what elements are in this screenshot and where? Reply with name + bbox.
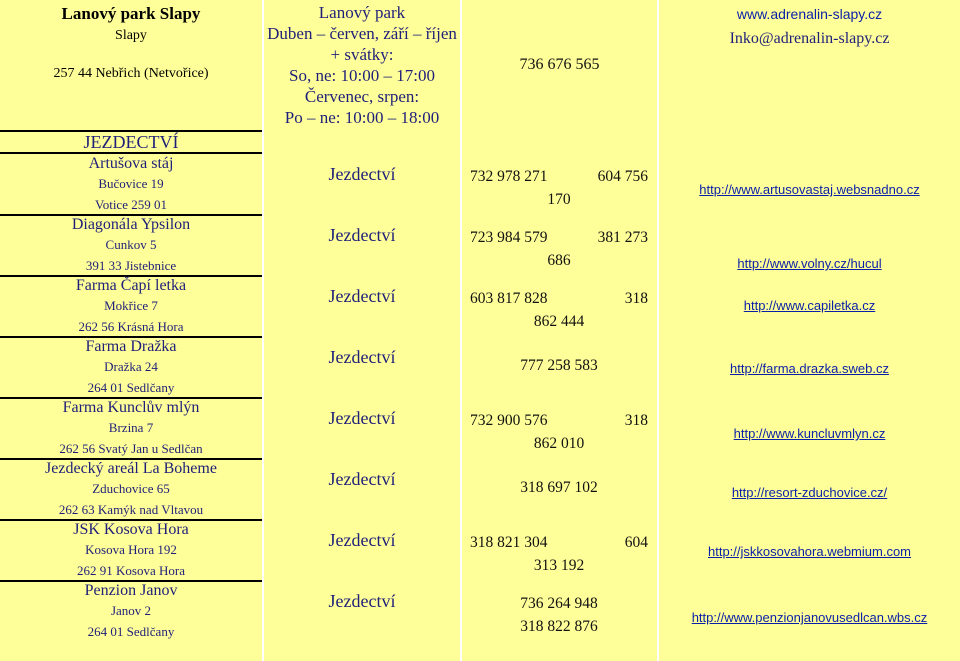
phone-line (470, 355, 648, 376)
phone-line (470, 227, 648, 248)
facility-block (0, 276, 262, 337)
facility-street: Brzina 7 (108, 420, 154, 435)
phone-line (470, 166, 648, 187)
phone-secondary: 318 (624, 290, 648, 307)
park-phone: 736 676 565 (519, 56, 600, 73)
facility-name: Artušova stáj (88, 155, 174, 172)
facility-street: Mokřice 7 (104, 298, 158, 313)
phone-line (470, 477, 648, 498)
facility-street: Kosova Hora 192 (85, 542, 177, 557)
activity-label: Jezdectví (328, 408, 396, 428)
website-link[interactable]: http://www.penzionjanovusedlcan.wbs.cz (691, 610, 928, 625)
phone-block (470, 532, 648, 576)
phone-secondary: 604 (624, 534, 648, 551)
activity-label: Jezdectví (328, 164, 396, 184)
phone-block (470, 166, 648, 210)
park-contact (659, 6, 960, 48)
phone-continued: 318 822 876 (520, 618, 598, 635)
facility-block (0, 215, 262, 276)
website-link[interactable]: http://farma.drazka.sweb.cz (730, 361, 889, 376)
phone-continued: 686 (547, 252, 571, 269)
website-link[interactable]: http://resort-zduchovice.cz/ (731, 485, 888, 500)
phone-continued: 862 010 (533, 435, 585, 452)
facility-city: 262 56 Svatý Jan u Sedlčan (59, 441, 203, 456)
facility-city: 262 63 Kamýk nad Vltavou (58, 502, 204, 517)
facility-block (0, 581, 262, 642)
phone-block (470, 410, 648, 454)
facility-city: 262 56 Krásná Hora (78, 319, 184, 334)
facility-block (0, 398, 262, 459)
phone-continued: 313 192 (533, 557, 585, 574)
facility-block (0, 459, 262, 520)
phone-block (470, 477, 648, 498)
hours-line-1: Duben – červen, září – říjen (267, 24, 457, 43)
facility-name: Diagonála Ypsilon (71, 216, 191, 233)
activity-label: Jezdectví (328, 225, 396, 245)
activity-label: Jezdectví (328, 469, 396, 489)
facility-city: Votice 259 01 (95, 197, 167, 212)
phone-secondary: 604 756 (597, 168, 648, 185)
phone-primary: 736 264 948 (520, 595, 598, 612)
activity-label: Jezdectví (328, 286, 396, 306)
facility-street: Bučovice 19 (98, 176, 164, 191)
facility-name: Farma Čapí letka (75, 277, 187, 294)
facility-city: 264 01 Sedlčany (87, 624, 175, 639)
phone-line (470, 532, 648, 553)
facility-name: Farma Kunclův mlýn (62, 399, 200, 416)
phone-secondary: 381 273 (597, 229, 648, 246)
phone-primary: 732 978 271 (470, 168, 548, 185)
website-link[interactable]: http://www.kuncluvmlyn.cz (733, 426, 886, 441)
phone-block (470, 355, 648, 376)
hours-line-5: Po – ne: 10:00 – 18:00 (284, 108, 440, 127)
phone-line (470, 288, 648, 309)
facility-city: 391 33 Jistebnice (85, 258, 177, 273)
phone-block (470, 227, 648, 271)
facility-city: 262 91 Kosova Hora (77, 563, 185, 578)
park-web-link[interactable]: www.adrenalin-slapy.cz (736, 6, 883, 22)
park-address: 257 44 Nebřich (Netvořice) (53, 66, 209, 81)
hours-title: Lanový park (318, 3, 406, 22)
website-link[interactable]: http://www.capiletka.cz (743, 298, 876, 313)
facility-block (0, 154, 262, 215)
facility-street: Dražka 24 (104, 359, 158, 374)
phone-primary: 732 900 576 (470, 412, 548, 429)
activity-label: Jezdectví (328, 591, 396, 611)
phone-primary: 603 817 828 (470, 290, 548, 307)
facility-name: Farma Dražka (85, 338, 177, 355)
facility-name: Penzion Janov (84, 582, 178, 599)
facility-street: Zduchovice 65 (92, 481, 170, 496)
park-city: Slapy (115, 28, 147, 43)
activity-label: Jezdectví (328, 347, 396, 367)
phone-line (470, 410, 648, 431)
facility-name: JSK Kosova Hora (73, 521, 189, 538)
phone-block (470, 288, 648, 332)
hours-line-3: So, ne: 10:00 – 17:00 (289, 66, 435, 85)
phone-primary: 318 697 102 (520, 479, 598, 496)
website-link[interactable]: http://jskkosovahora.webmium.com (707, 544, 912, 559)
phone-line (470, 593, 648, 614)
phone-block (470, 593, 648, 637)
divider (0, 130, 262, 132)
park-name: Lanový park Slapy (61, 4, 201, 23)
facility-block (0, 520, 262, 581)
phone-primary: 318 821 304 (470, 534, 548, 551)
section-title: JEZDECTVÍ (83, 132, 179, 152)
phone-continued: 862 444 (533, 313, 585, 330)
phone-secondary: 318 (624, 412, 648, 429)
website-link[interactable]: http://www.artusovastaj.websnadno.cz (699, 182, 920, 197)
activity-label: Jezdectví (328, 530, 396, 550)
website-link[interactable]: http://www.volny.cz/hucul (737, 256, 882, 271)
phone-primary: 723 984 579 (470, 229, 548, 246)
park-email[interactable]: Inko@adrenalin-slapy.cz (729, 30, 890, 47)
facility-city: 264 01 Sedlčany (87, 380, 175, 395)
hours-line-2: + svátky: (330, 45, 394, 64)
phone-primary: 777 258 583 (520, 357, 598, 374)
facility-block (0, 337, 262, 398)
column-web (659, 0, 960, 661)
opening-hours (264, 2, 460, 128)
park-header (0, 4, 262, 82)
phone-continued: 170 (547, 191, 571, 208)
facility-street: Janov 2 (110, 603, 152, 618)
facility-street: Cunkov 5 (105, 237, 157, 252)
hours-line-4: Červenec, srpen: (304, 87, 420, 106)
facility-name: Jezdecký areál La Boheme (45, 460, 217, 477)
